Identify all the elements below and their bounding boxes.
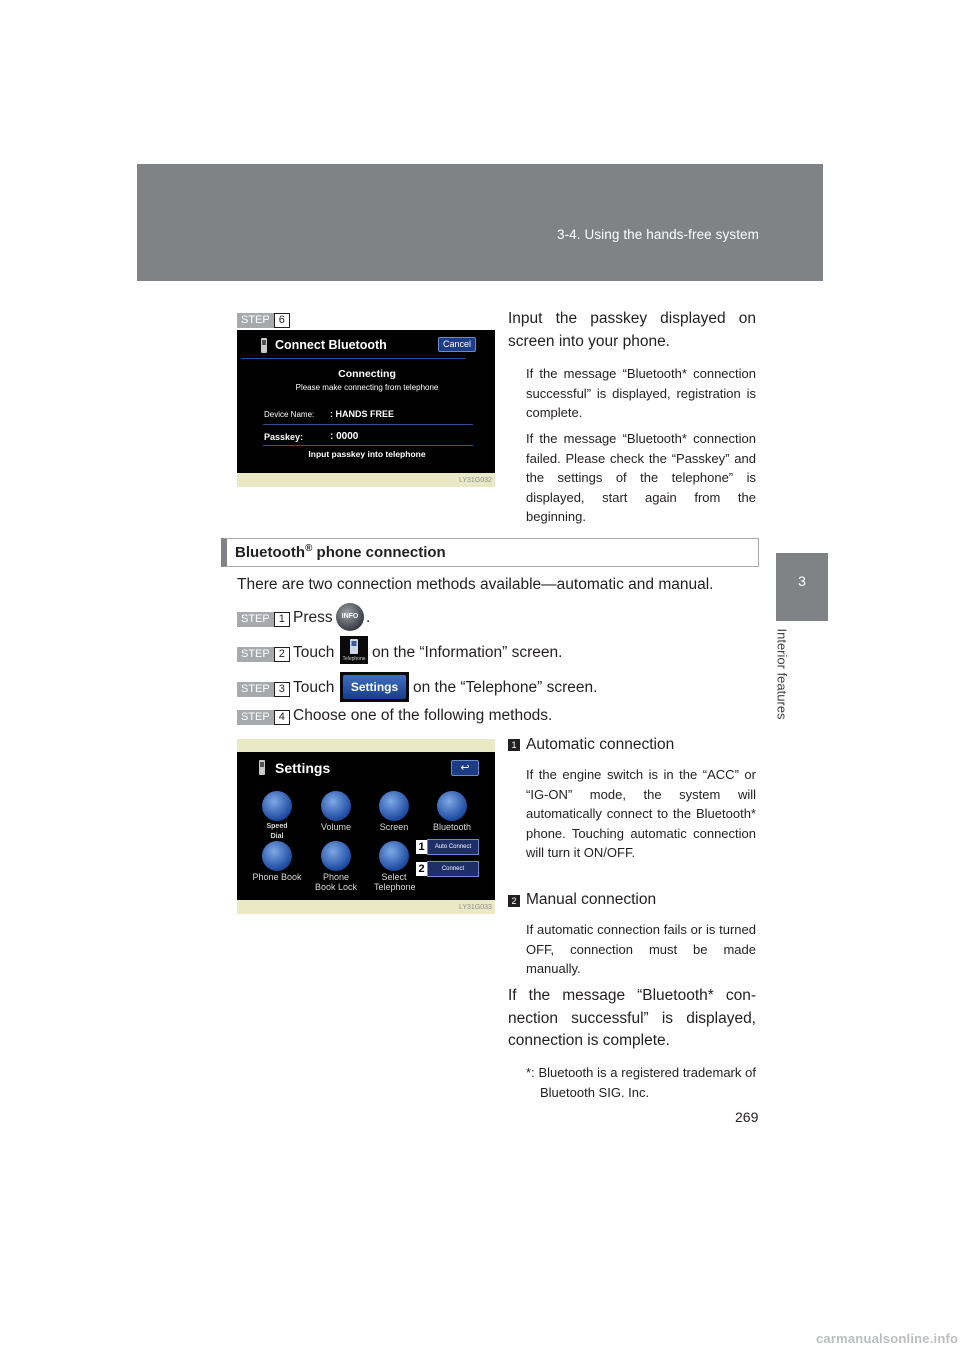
info-button-icon: INFO: [336, 603, 364, 631]
step3-text-before: Touch: [293, 679, 335, 696]
settings-screen: [237, 752, 495, 900]
chapter-label: [772, 626, 790, 736]
speed-dial-button[interactable]: [262, 791, 292, 821]
method1-number: 1: [508, 739, 520, 751]
connect-bluetooth-screen: [237, 330, 495, 473]
settings-figure: [237, 739, 495, 914]
figure-code: LY31G033: [459, 904, 492, 911]
step3-tag: STEP 3: [237, 682, 290, 697]
telephone-button-icon: [340, 636, 368, 664]
back-button[interactable]: ↩: [451, 760, 479, 776]
step4-tag: STEP 4: [237, 710, 290, 725]
passkey-label: Passkey:: [264, 432, 304, 442]
method1-text: If the engine switch is in the “ACC” or “IG-ON” mode, the system will automatically connect to the Bluetooth* phone. Touching automatic connection will turn it ON/OFF.: [526, 767, 756, 860]
section-title-bar: [221, 538, 759, 567]
telephone-icon: [340, 636, 368, 658]
chapter-tab: 3: [776, 553, 828, 621]
screen-button[interactable]: [379, 791, 409, 821]
bluetooth-button[interactable]: [437, 791, 467, 821]
step6-tag: STEP 6: [237, 313, 290, 328]
divider: [263, 424, 473, 425]
figure-code: LY31G032: [459, 477, 492, 484]
method2-number: 2: [508, 895, 520, 907]
volume-button[interactable]: [321, 791, 351, 821]
divider: [241, 358, 466, 359]
step4-text: Choose one of the following methods.: [293, 707, 553, 724]
volume-label: Volume: [320, 822, 352, 832]
settings-button-label: Settings: [343, 675, 406, 699]
method1-title: Automatic connection: [526, 736, 675, 753]
step1-text-before: Press: [293, 609, 333, 626]
step6-note-success: If the message “Bluetooth* connection successful” is displayed, registration is complete.: [526, 366, 756, 420]
watermark: carmanualsonline.info: [816, 1331, 959, 1346]
select-telephone-label: Select Telephone: [374, 872, 416, 892]
speed-dial-label: Speed Dial: [266, 823, 288, 840]
screen-label: Screen: [379, 822, 409, 832]
connect-bluetooth-figure: [237, 330, 495, 487]
conclusion-text: If the message “Bluetooth* connection successful” is displayed, connection is complete.: [508, 987, 756, 1049]
step3-text-after: on the “Telephone” screen.: [413, 679, 598, 696]
chapter-label-text: Interior features: [774, 628, 790, 720]
callout-2: 2: [416, 862, 427, 876]
telephone-icon-label: Telephone: [342, 656, 366, 662]
step2-text-after: on the “Information” screen.: [372, 644, 563, 661]
section-intro: There are two connection methods available—automatic and manual.: [237, 576, 714, 593]
passkey-value: : 0000: [330, 431, 359, 442]
settings-title: Settings: [275, 760, 331, 776]
select-telephone-button[interactable]: [379, 841, 409, 871]
connecting-instructions: Please make connecting from telephone: [295, 383, 439, 392]
page-number: 269: [735, 1109, 759, 1125]
phone-book-lock-button[interactable]: [321, 841, 351, 871]
callout-1: 1: [416, 840, 427, 854]
device-name-value: : HANDS FREE: [330, 409, 395, 419]
step1-tag: STEP 1: [237, 612, 290, 627]
cancel-button[interactable]: Cancel: [438, 337, 476, 352]
bluetooth-label: Bluetooth: [432, 822, 472, 832]
phone-book-button[interactable]: [262, 841, 292, 871]
method2-title: Manual connection: [526, 891, 657, 908]
step6-note-failed: If the message “Bluetooth* connection failed. Please check the “Passkey” and the settings of the telephone” is displayed, start again from the beginning.: [526, 431, 756, 524]
phone-icon: [257, 759, 267, 777]
screen-title: Connect Bluetooth: [275, 338, 387, 352]
connecting-status: Connecting: [338, 368, 396, 380]
step1-text-after: .: [366, 609, 371, 626]
header-band: [137, 164, 823, 281]
device-name-label: Device Name:: [264, 410, 315, 419]
passkey-footer: Input passkey into telephone: [308, 449, 426, 459]
phone-book-label: Phone Book: [252, 872, 302, 882]
phone-book-lock-label: Phone Book Lock: [314, 872, 358, 892]
step6-instruction: Input the passkey displayed on screen into your phone.: [508, 310, 756, 350]
divider: [263, 445, 473, 446]
section-title: Bluetooth® phone connection: [235, 543, 446, 561]
step2-tag: STEP 2: [237, 647, 290, 662]
phone-icon: [259, 337, 269, 355]
connect-button[interactable]: Connect: [427, 861, 479, 877]
step2-text-before: Touch: [293, 644, 335, 661]
auto-connect-button[interactable]: Auto Connect: [427, 839, 479, 855]
method2-text: If automatic connection fails or is turned OFF, connection must be made manually.: [526, 922, 756, 976]
settings-button-icon: [340, 672, 409, 702]
footnote: *: Bluetooth is a registered trademark of Bluetooth SIG. Inc.: [526, 1065, 756, 1100]
section-header-title: 3-4. Using the hands-free system: [556, 227, 759, 242]
